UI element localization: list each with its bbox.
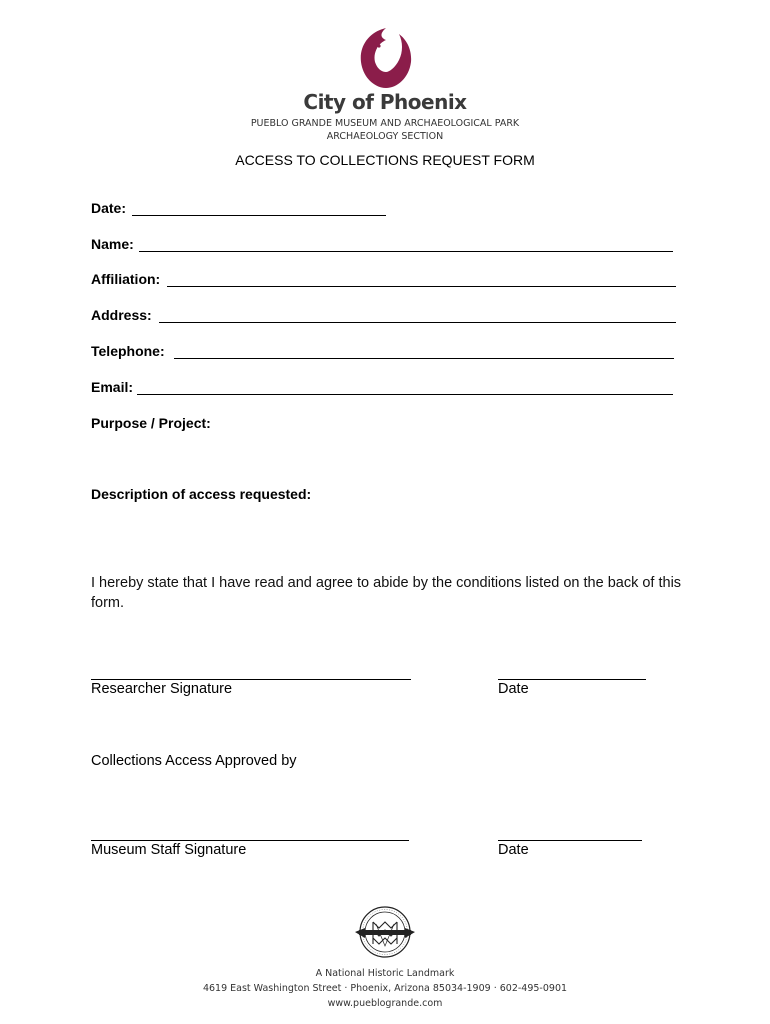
telephone-label: Telephone: bbox=[91, 343, 165, 359]
footer-website[interactable]: www.pueblogrande.com bbox=[327, 998, 443, 1009]
researcher-date-label: Date bbox=[498, 681, 529, 697]
address-field[interactable] bbox=[159, 322, 676, 323]
telephone-field[interactable] bbox=[174, 358, 674, 359]
staff-date-label: Date bbox=[498, 842, 529, 858]
description-label: Description of access requested: bbox=[91, 486, 312, 502]
staff-date-line[interactable] bbox=[498, 840, 642, 841]
phoenix-bird-icon bbox=[355, 24, 417, 90]
staff-signature-label: Museum Staff Signature bbox=[91, 842, 247, 858]
historic-landmark-seal-icon bbox=[352, 904, 418, 964]
researcher-date-line[interactable] bbox=[498, 679, 646, 680]
name-field[interactable] bbox=[139, 251, 673, 252]
affiliation-label: Affiliation: bbox=[91, 271, 161, 287]
affiliation-field[interactable] bbox=[167, 286, 676, 287]
approved-by-label: Collections Access Approved by bbox=[91, 753, 297, 769]
email-field[interactable] bbox=[137, 394, 673, 395]
museum-name: PUEBLO GRANDE MUSEUM AND ARCHAEOLOGICAL PARK bbox=[250, 118, 520, 129]
date-label: Date: bbox=[91, 200, 127, 216]
purpose-label: Purpose / Project: bbox=[91, 415, 211, 431]
staff-signature-line[interactable] bbox=[91, 840, 409, 841]
date-field[interactable] bbox=[132, 215, 386, 216]
researcher-signature-line[interactable] bbox=[91, 679, 411, 680]
name-label: Name: bbox=[91, 236, 134, 252]
form-title: ACCESS TO COLLECTIONS REQUEST FORM bbox=[235, 152, 535, 168]
section-name: ARCHAEOLOGY SECTION bbox=[326, 131, 444, 142]
researcher-signature-label: Researcher Signature bbox=[91, 681, 233, 697]
email-label: Email: bbox=[91, 379, 134, 395]
address-label: Address: bbox=[91, 307, 152, 323]
city-title: City of Phoenix bbox=[303, 90, 467, 114]
footer-address: 4619 East Washington Street · Phoenix, Arizona 85034-1909 · 602-495-0901 bbox=[202, 983, 568, 994]
landmark-text: A National Historic Landmark bbox=[315, 968, 455, 979]
agreement-statement: I hereby state that I have read and agree to abide by the conditions listed on the back of this form. bbox=[91, 575, 682, 611]
